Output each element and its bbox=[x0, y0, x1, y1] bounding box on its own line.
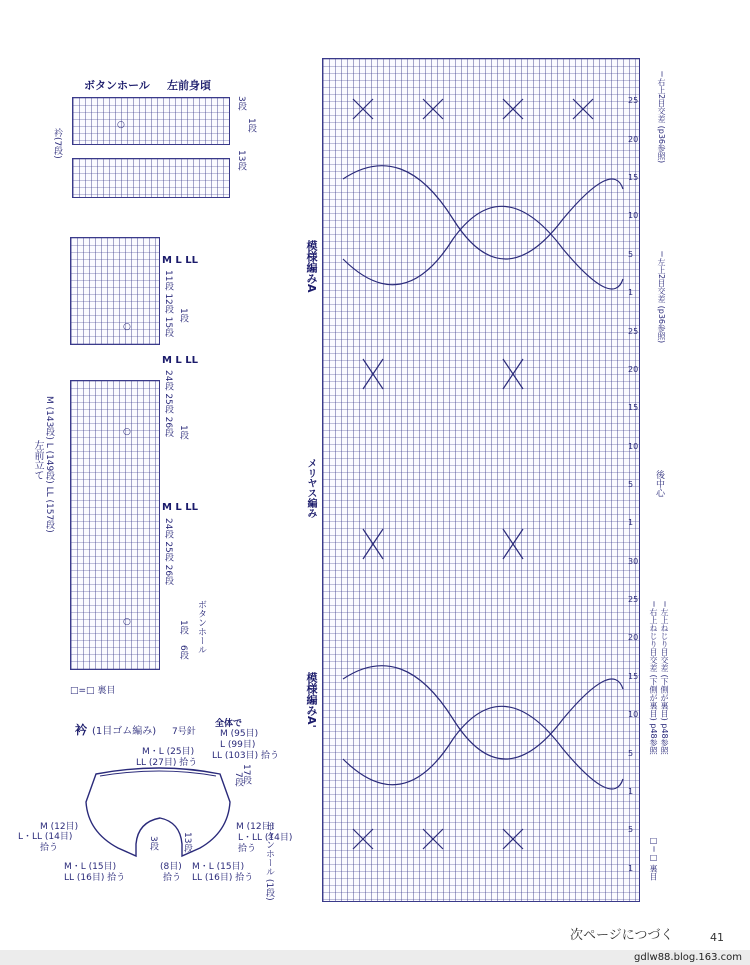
row-number: 30 bbox=[628, 557, 639, 566]
row-number: 5 bbox=[628, 825, 634, 834]
rows-1-label: 1段 bbox=[246, 118, 256, 133]
center-pick: 拾う bbox=[163, 873, 182, 883]
right-pick: 拾う bbox=[238, 844, 257, 854]
top-ml: M・L (25目) bbox=[142, 747, 195, 757]
buttonhole-grid-bottom bbox=[72, 158, 230, 198]
row-number: 10 bbox=[628, 710, 639, 719]
row-number-column bbox=[628, 58, 640, 902]
rows-group-b: 24段 25段 26段 bbox=[163, 370, 173, 438]
size-header-b: M L LL bbox=[162, 355, 199, 366]
legend-left-twist: ＝左上ねじり目交差 (下側が裏目) p48参照 bbox=[660, 600, 669, 755]
left-lll: L・LL (14目) bbox=[18, 832, 73, 842]
legend-right-cross: ＝右上2目交差 (p36参照) bbox=[657, 70, 666, 164]
overall-l: L (99目) bbox=[220, 740, 256, 750]
main-pattern-grid bbox=[322, 58, 640, 902]
legend-right-twist: ＝右上ねじり目交差 (下側が裏目) p48参照 bbox=[649, 600, 658, 755]
watermark-text: gdlw88.blog.163.com bbox=[634, 952, 742, 963]
row-number: 1 bbox=[628, 787, 634, 796]
row-number: 5 bbox=[628, 749, 634, 758]
row-number: 1 bbox=[628, 864, 634, 873]
buttonhole-title: ボタンホール bbox=[84, 79, 150, 92]
buttonhole-grid-top bbox=[72, 97, 230, 145]
buttonhole-mark: ○ bbox=[123, 427, 131, 437]
one-row-label-2: 1段 bbox=[178, 425, 188, 440]
band-grid-1 bbox=[70, 237, 160, 345]
row-number: 10 bbox=[628, 211, 639, 220]
pattern-a-label: 模様編みA bbox=[305, 240, 318, 293]
footer-bar bbox=[0, 950, 750, 965]
cable-crossings bbox=[323, 59, 641, 903]
meriyasu-label: メリヤス編み bbox=[305, 458, 316, 518]
left-pick: 拾う bbox=[40, 843, 59, 853]
legend-left-cross: ＝左上2目交差 (p36参照) bbox=[657, 250, 666, 344]
overall-label: 全体で bbox=[215, 719, 243, 729]
right-lll: L・LL (14目) bbox=[238, 833, 293, 843]
band-grid-2 bbox=[70, 380, 160, 670]
band-total-rows-label: M (143段) L (149段) LL (157段) bbox=[44, 396, 54, 533]
center-8: (8目) bbox=[160, 862, 182, 872]
left-ml: M (12目) bbox=[40, 822, 79, 832]
top-ll: LL (27目) 拾う bbox=[136, 758, 198, 768]
six-rows-label: 6段 bbox=[178, 645, 188, 660]
overall-m: M (95目) bbox=[220, 729, 259, 739]
overall-ll: LL (103目) 拾う bbox=[212, 751, 279, 761]
buttonhole-vertical-label: ボタンホール bbox=[196, 600, 206, 654]
buttonhole-mark: ○ bbox=[123, 617, 131, 627]
row-number: 5 bbox=[628, 250, 634, 259]
row-number: 20 bbox=[628, 135, 639, 144]
rows-13-collar-label: 13段 bbox=[182, 832, 192, 853]
row-number: 20 bbox=[628, 633, 639, 642]
rows-7-label: 7段 bbox=[233, 772, 243, 787]
row-number: 25 bbox=[628, 96, 639, 105]
one-row-label-3: 1段 bbox=[178, 620, 188, 635]
row-number: 1 bbox=[628, 288, 634, 297]
bottom-right-ll: LL (16目) 拾う bbox=[192, 873, 254, 883]
row-number: 15 bbox=[628, 173, 639, 182]
page-number: 41 bbox=[710, 931, 724, 944]
collar-subtitle: (1目ゴム編み) bbox=[92, 726, 157, 737]
bottom-left-ll: LL (16目) 拾う bbox=[64, 873, 126, 883]
one-row-label-1: 1段 bbox=[178, 308, 188, 323]
row-number: 15 bbox=[628, 672, 639, 681]
row-number: 20 bbox=[628, 365, 639, 374]
collar-buttonhole-label: ボタンホール (1段) bbox=[264, 822, 274, 901]
size-header-a: M L LL bbox=[162, 255, 199, 266]
center-back-label: 後中心 bbox=[654, 470, 664, 497]
rows-3-collar-label: 3段 bbox=[148, 836, 158, 851]
pattern-a-prime-label: 模様編みA' bbox=[305, 672, 318, 728]
row-number: 1 bbox=[628, 518, 634, 527]
rows-group-a: 11段 12段 15段 bbox=[163, 270, 173, 338]
row-number: 10 bbox=[628, 442, 639, 451]
rows-17-label: 17段 bbox=[241, 764, 251, 785]
row-number: 25 bbox=[628, 595, 639, 604]
right-m: M (12目) bbox=[236, 822, 275, 832]
rows-13-label: 13段 bbox=[236, 150, 246, 171]
row-number: 5 bbox=[628, 480, 634, 489]
continue-text: 次ページにつづく bbox=[570, 928, 674, 943]
collar-title: 衿 bbox=[75, 723, 88, 737]
rows-3-label: 3段 bbox=[236, 96, 246, 111]
legend-purl-main: □＝□ 裏目 bbox=[649, 836, 658, 881]
purl-legend: □=□ 裏目 bbox=[70, 686, 116, 696]
bottom-left-ml: M・L (15目) bbox=[64, 862, 117, 872]
needle-size: 7号針 bbox=[172, 727, 196, 737]
bottom-right-ml: M・L (15目) bbox=[192, 862, 245, 872]
row-number: 15 bbox=[628, 403, 639, 412]
size-header-c: M L LL bbox=[162, 502, 199, 513]
left-front-title: 左前身頃 bbox=[167, 79, 211, 92]
buttonhole-mark: ○ bbox=[117, 120, 125, 130]
rows-group-c: 24段 25段 26段 bbox=[163, 518, 173, 586]
left-front-band-label: 左前立て bbox=[32, 440, 43, 480]
buttonhole-mark: ○ bbox=[123, 322, 131, 332]
row-number: 25 bbox=[628, 327, 639, 336]
collar-rows-label: 衿(7段) bbox=[52, 128, 62, 159]
